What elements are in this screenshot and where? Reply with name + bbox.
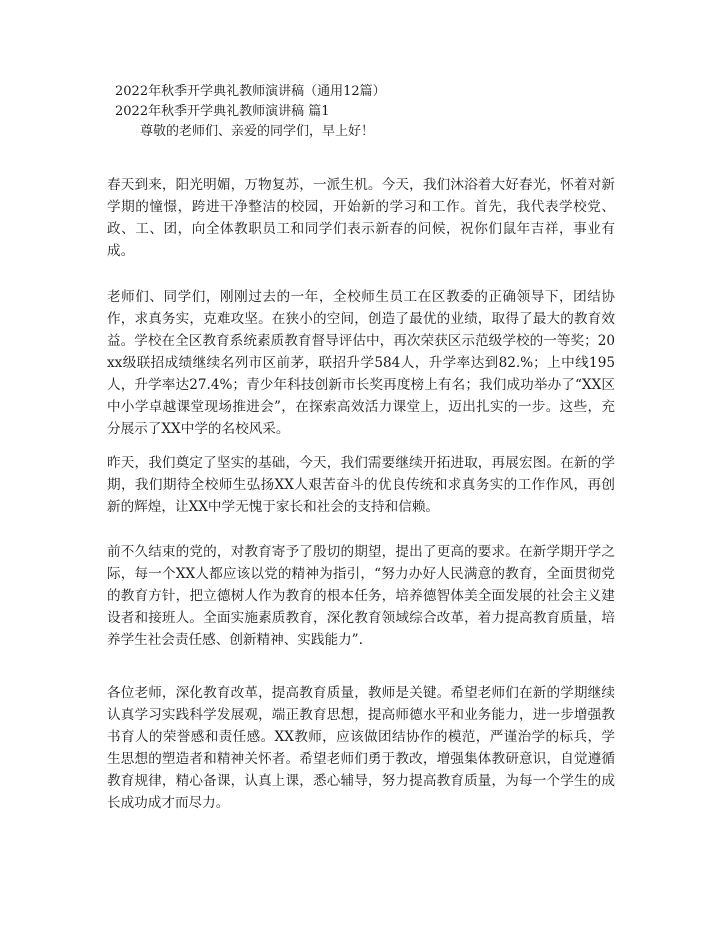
paragraph: 老师们、同学们，刚刚过去的一年，全校师生员工在区教委的正确领导下，团结协作，求真务实，克难攻坚。在狭小的空间，创造了最优的业绩，取得了最大的教育效益。学校在全区教育系统素质教育督导评估中，再次荣获区示范级学校的一等奖；20xx级联招成绩继续名列市区前茅，联招升学584人，升学率达到82.%；上中线195人，升学率达27.4%；青少年科技创新市长奖再度榜上有名；我们成功举办了“XX区中小学卓越课堂现场推进会”，在探索高效活力课堂上，迈出扎实的一步。这些，充分展示了XX中学的名校风采。 xyxy=(107,289,615,437)
paragraph: 各位老师，深化教育改革，提高教育质量，教师是关键。希望老师们在新的学期继续认真学习实践科学发展观，端正教育思想，提高师德水平和业务能力，进一步增强教书育人的荣誉感和责任感。XX教师，应该做团结协作的模范，严谨治学的标兵，学生思想的塑造者和精神关怀者。希望老师们勇于教改，增强集体教研意识，自觉遵循教育规律，精心备课，认真上课，悉心辅导，努力提高教育质量，为每一个学生的成长成功成才而尽力。 xyxy=(107,685,615,811)
paragraph: 前不久结束的党的，对教育寄予了殷切的期望，提出了更高的要求。在新学期开学之际，每一个XX人都应该以党的精神为指引，“努力办好人民满意的教育，全面贯彻党的教育方针，把立德树人作为教育的根本任务，培养德智体美全面发展的社会主义建设者和接班人。全面实施素质教育，深化教育领域综合改革，着力提高教育质量，培养学生社会责任感、创新精神、实践能力”. xyxy=(107,544,615,648)
greeting-line: 尊敬的老师们、亲爱的同学们，早上好！ xyxy=(140,124,375,139)
section-title: 2022年秋季开学典礼教师演讲稿 篇1 xyxy=(115,104,330,119)
paragraph: 春天到来，阳光明媚，万物复苏，一派生机。今天，我们沐浴着大好春光，怀着对新学期的憧憬，跨进干净整洁的校园，开始新的学习和工作。首先，我代表学校党、政、工、团，向全体教职员工和同学们表示新春的问候，祝你们鼠年吉祥，事业有成。 xyxy=(107,177,615,259)
paragraph: 昨天，我们奠定了坚实的基础，今天，我们需要继续开拓进取，再展宏图。在新的学期，我们期待全校师生弘扬XX人艰苦奋斗的优良传统和求真务实的工作作风，再创新的辉煌，让XX中学无愧于家长和社会的支持和信赖。 xyxy=(107,455,615,515)
document-title: 2022年秋季开学典礼教师演讲稿（通用12篇） xyxy=(115,84,386,99)
